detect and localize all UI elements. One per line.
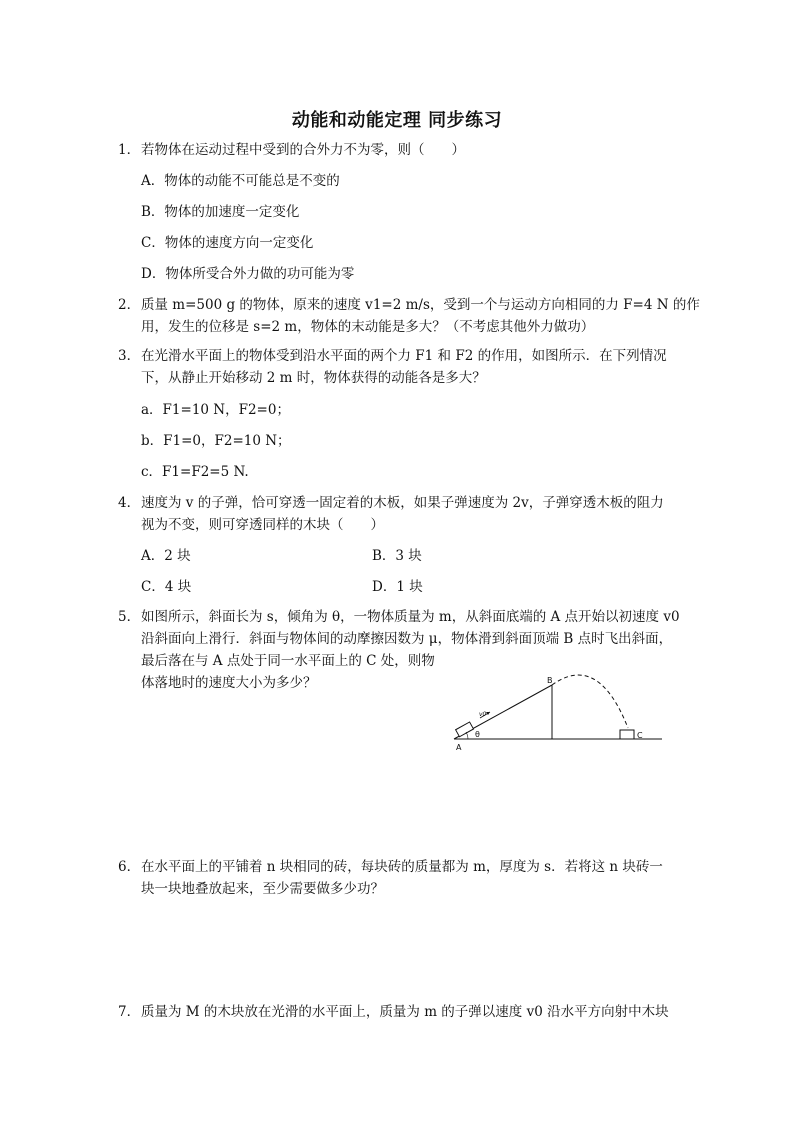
label-a: A (456, 743, 462, 752)
question-text-line-2: 沿斜面向上滑行．斜面与物体间的动摩擦因数为 μ，物体滑到斜面顶端 B 点时飞出斜面， (141, 631, 673, 647)
question-text-line-1: 质量为 M 的木块放在光滑的水平面上，质量为 m 的子弹以速度 v0 沿水平方向射中木块 (141, 1004, 669, 1020)
question-number: 2． (118, 297, 141, 313)
question-number: 5． (118, 609, 141, 625)
case-a: a．F1=10 N，F2=0； (141, 402, 290, 418)
option-c: C．物体的速度方向一定变化 (141, 235, 314, 251)
question-text: 若物体在运动过程中受到的合外力不为零，则（ ） (141, 142, 465, 158)
velocity-arrowhead (486, 712, 490, 715)
label-c: C (637, 731, 643, 740)
question-number: 1． (118, 142, 141, 158)
page-title: 动能和动能定理 同步练习 (291, 110, 503, 131)
question-text-line-1: 如图所示，斜面长为 s，倾角为 θ，一物体质量为 m，从斜面底端的 A 点开始以初速度 v0 (141, 609, 680, 625)
question-number: 3． (118, 348, 141, 364)
question-text-line-1: 质量 m=500 g 的物体，原来的速度 v1=2 m/s，受到一个与运动方向相同的力 F=4 N 的作 (141, 297, 700, 313)
case-c: c．F1=F2=5 N. (141, 464, 249, 480)
question-text-line-2: 用，发生的位移是 s=2 m，物体的末动能是多大？（不考虑其他外力做功） (141, 319, 595, 335)
question-text-line-4: 体落地时的速度大小为多少？ (141, 675, 317, 691)
label-b: B (547, 676, 553, 685)
option-a: A．2 块 (141, 548, 191, 564)
question-text-line-2: 下，从静止开始移动 2 m 时，物体获得的动能各是多大？ (141, 370, 486, 386)
question-text-line-1: 在光滑水平面上的物体受到沿水平面的两个力 F1 和 F2 的作用，如图所示．在下列情况 (141, 348, 667, 364)
option-b: B．3 块 (372, 548, 422, 564)
block-on-incline (456, 722, 474, 737)
option-d: D．1 块 (372, 579, 423, 595)
option-c: C．4 块 (141, 579, 192, 595)
question-number: 6． (118, 859, 141, 875)
question-text-line-2: 块一块地叠放起来，至少需要做多少功？ (141, 881, 384, 897)
question-number: 4． (118, 495, 141, 511)
question-text-line-1: 速度为 v 的子弹，恰可穿透一固定着的木板，如果子弹速度为 2v，子弹穿透木板的阻力 (141, 495, 664, 511)
case-b: b．F1=0，F2=10 N； (141, 433, 291, 449)
question-text-line-2: 视为不变，则可穿透同样的木块（ ） (141, 517, 384, 533)
option-b: B．物体的加速度一定变化 (141, 204, 300, 220)
question-text-line-3: 最后落在与 A 点处于同一水平面上的 C 处，则物 (141, 653, 435, 669)
landing-block (620, 730, 634, 739)
incline-projectile-diagram (448, 672, 670, 756)
question-text-line-1: 在水平面上的平铺着 n 块相同的砖，每块砖的质量都为 m，厚度为 s．若将这 n 块砖一 (141, 859, 663, 875)
projectile-trajectory (552, 675, 628, 728)
option-a: A．物体的动能不可能总是不变的 (141, 173, 340, 189)
option-d: D．物体所受合外力做的功可能为零 (141, 266, 355, 282)
label-theta: θ (475, 730, 480, 739)
question-number: 7． (118, 1004, 141, 1020)
label-v0: v0 (479, 711, 487, 718)
